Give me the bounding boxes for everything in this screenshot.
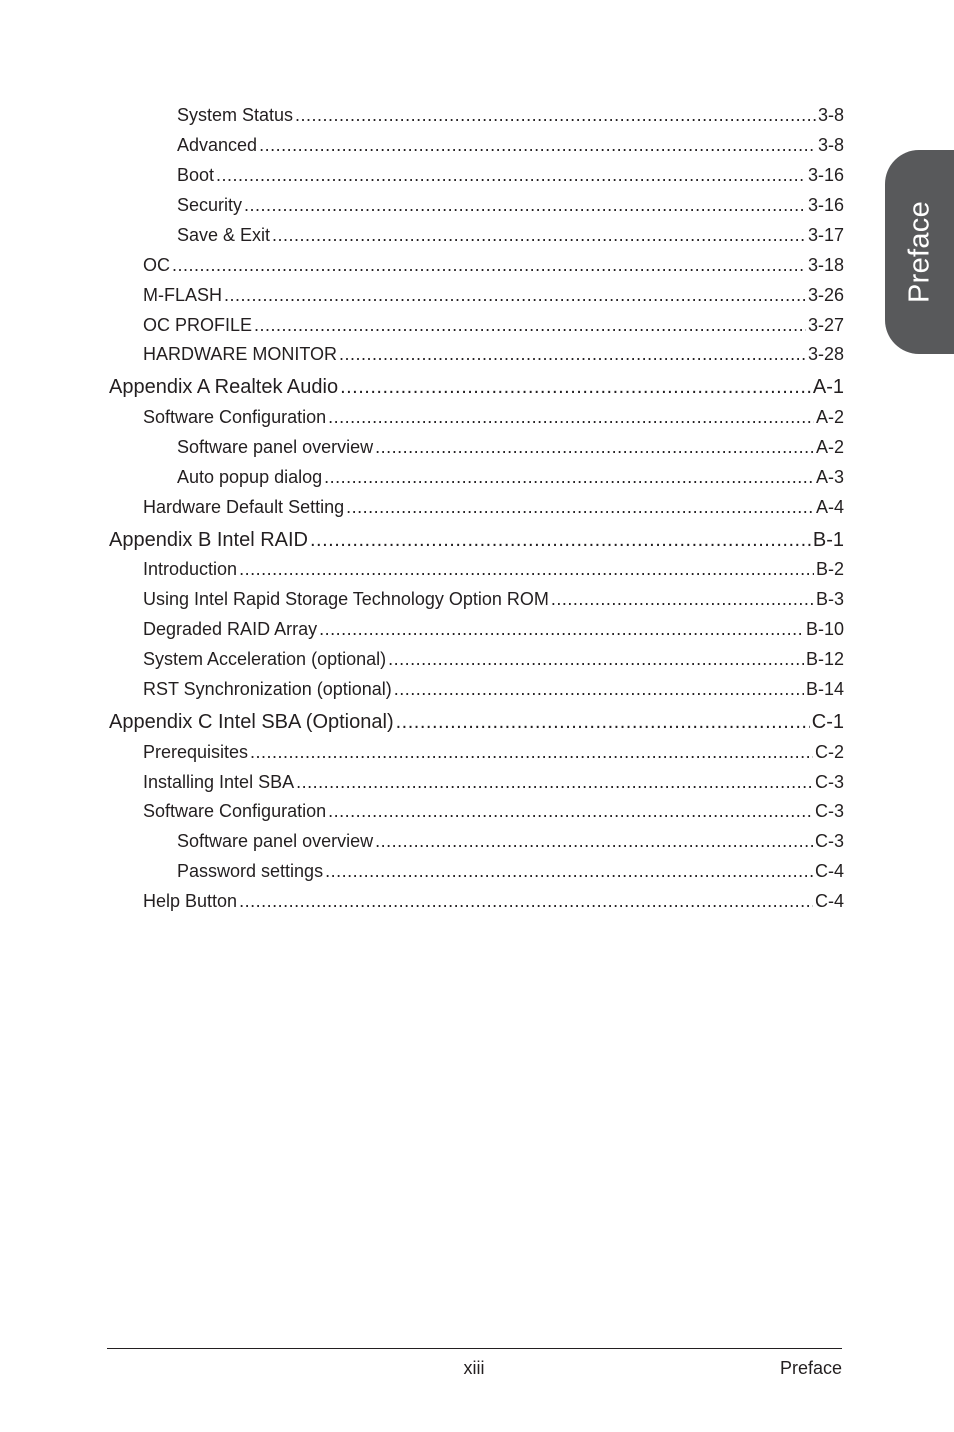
- toc-entry[interactable]: [177, 830, 844, 852]
- toc-entry-label: Auto popup dialog: [177, 467, 323, 487]
- toc-entry[interactable]: [143, 800, 844, 822]
- footer-section-name: Preface: [779, 1358, 842, 1378]
- toc-entry-page: 3-28: [807, 344, 844, 364]
- toc-entry-page: B-10: [805, 619, 844, 639]
- toc-entry-label: Software Configuration: [143, 801, 327, 821]
- toc-entry-label: Software Configuration: [143, 407, 327, 427]
- toc-dot-leader: [216, 164, 806, 186]
- toc-entry-page: C-4: [814, 891, 844, 911]
- toc-dot-leader: [239, 558, 814, 580]
- toc-chapter-entry[interactable]: [109, 528, 844, 552]
- toc-entry[interactable]: [143, 558, 844, 580]
- toc-entry-label: Advanced: [177, 135, 258, 155]
- toc-entry[interactable]: [177, 134, 844, 156]
- toc-dot-leader: [328, 800, 813, 822]
- toc-entry-page: B-12: [805, 649, 844, 669]
- toc-dot-leader: [244, 194, 806, 216]
- toc-entry[interactable]: [177, 164, 844, 186]
- toc-entry[interactable]: [143, 406, 844, 428]
- toc-entry-page: 3-16: [807, 195, 844, 215]
- toc-entry-label: Save & Exit: [177, 225, 271, 245]
- toc-entry-page: B-14: [805, 679, 844, 699]
- toc-entry-page: C-1: [811, 711, 844, 733]
- toc-dot-leader: [325, 860, 813, 882]
- toc-entry-label: Prerequisites: [143, 742, 249, 762]
- toc-entry-page: A-1: [812, 376, 844, 398]
- toc-entry[interactable]: [143, 618, 844, 640]
- toc-entry-label: System Status: [177, 105, 294, 125]
- toc-entry-page: A-2: [815, 437, 844, 457]
- toc-dot-leader: [388, 648, 804, 670]
- toc-entry-label: Password settings: [177, 861, 324, 881]
- toc-entry-page: 3-8: [817, 135, 844, 155]
- toc-dot-leader: [295, 104, 816, 126]
- toc-entry-label: Appendix C Intel SBA (Optional): [109, 711, 394, 733]
- toc-dot-leader: [254, 314, 806, 336]
- toc-entry-label: Help Button: [143, 891, 238, 911]
- toc-entry-label: Boot: [177, 165, 215, 185]
- toc-dot-leader: [324, 466, 814, 488]
- toc-entry[interactable]: [143, 648, 844, 670]
- toc-entry[interactable]: [143, 678, 844, 700]
- toc-entry-label: Installing Intel SBA: [143, 772, 295, 792]
- toc-entry-page: C-3: [814, 801, 844, 821]
- toc-entry-page: B-1: [812, 529, 844, 551]
- toc-entry-page: 3-27: [807, 315, 844, 335]
- toc-entry-label: Using Intel Rapid Storage Technology Option ROM: [143, 589, 549, 609]
- toc-dot-leader: [272, 224, 806, 246]
- toc-entry[interactable]: [143, 343, 844, 365]
- toc-entry-page: B-3: [815, 589, 844, 609]
- toc-dot-leader: [346, 496, 814, 518]
- toc-dot-leader: [375, 436, 814, 458]
- toc-entry-page: 3-26: [807, 285, 844, 305]
- section-tab: [885, 150, 954, 354]
- toc-entry-label: Degraded RAID Array: [143, 619, 318, 639]
- toc-entry-label: Introduction: [143, 559, 238, 579]
- toc-entry-page: C-3: [814, 831, 844, 851]
- toc-dot-leader: [239, 890, 813, 912]
- section-tab-label: Preface: [903, 200, 935, 304]
- toc-entry[interactable]: [177, 224, 844, 246]
- toc-entry-page: A-4: [815, 497, 844, 517]
- toc-dot-leader: [340, 375, 811, 399]
- toc-entry-label: Security: [177, 195, 243, 215]
- toc-entry-page: 3-17: [807, 225, 844, 245]
- toc-dot-leader: [396, 710, 810, 734]
- toc-entry-page: C-3: [814, 772, 844, 792]
- toc-dot-leader: [328, 406, 814, 428]
- toc-entry-page: B-2: [815, 559, 844, 579]
- toc-entry-label: OC PROFILE: [143, 315, 253, 335]
- toc-chapter-entry[interactable]: [109, 375, 844, 399]
- footer-page-number: xiii: [463, 1358, 485, 1378]
- toc-dot-leader: [394, 678, 804, 700]
- toc-entry[interactable]: [143, 588, 844, 610]
- toc-entry-label: RST Synchronization (optional): [143, 679, 392, 699]
- toc-entry-label: Appendix A Realtek Audio: [109, 376, 339, 398]
- toc-entry[interactable]: [143, 496, 844, 518]
- toc-dot-leader: [250, 741, 813, 763]
- toc-entry[interactable]: [177, 104, 844, 126]
- toc-entry[interactable]: [143, 890, 844, 912]
- toc-entry[interactable]: [143, 254, 844, 276]
- toc-dot-leader: [339, 343, 806, 365]
- toc-entry[interactable]: [177, 436, 844, 458]
- toc-entry[interactable]: [177, 860, 844, 882]
- toc-dot-leader: [172, 254, 806, 276]
- toc-dot-leader: [259, 134, 816, 156]
- toc-chapter-entry[interactable]: [109, 710, 844, 734]
- toc-entry[interactable]: [143, 314, 844, 336]
- toc-entry[interactable]: [143, 771, 844, 793]
- toc-entry-page: 3-18: [807, 255, 844, 275]
- toc-dot-leader: [296, 771, 813, 793]
- toc-entry[interactable]: [177, 466, 844, 488]
- toc-entry-label: HARDWARE MONITOR: [143, 344, 338, 364]
- toc-entry-page: 3-8: [817, 105, 844, 125]
- toc-entry-label: Hardware Default Setting: [143, 497, 345, 517]
- toc-entry-page: 3-16: [807, 165, 844, 185]
- toc-dot-leader: [224, 284, 806, 306]
- toc-dot-leader: [319, 618, 804, 640]
- toc-entry-page: C-2: [814, 742, 844, 762]
- toc-entry[interactable]: [143, 284, 844, 306]
- toc-entry-label: M-FLASH: [143, 285, 223, 305]
- toc-entry-page: A-2: [815, 407, 844, 427]
- toc-entry-label: Appendix B Intel RAID: [109, 529, 308, 551]
- toc-entry-page: A-3: [815, 467, 844, 487]
- toc-entry-label: Software panel overview: [177, 437, 374, 457]
- toc-entry-label: OC: [143, 255, 170, 275]
- toc-entry[interactable]: [177, 194, 844, 216]
- toc-entry-label: Software panel overview: [177, 831, 374, 851]
- footer-divider: [107, 1348, 842, 1349]
- toc-entry[interactable]: [143, 741, 844, 763]
- toc-entry-page: C-4: [814, 861, 844, 881]
- toc-dot-leader: [375, 830, 813, 852]
- toc-entry-label: System Acceleration (optional): [143, 649, 387, 669]
- toc-dot-leader: [551, 588, 814, 610]
- toc-dot-leader: [310, 528, 811, 552]
